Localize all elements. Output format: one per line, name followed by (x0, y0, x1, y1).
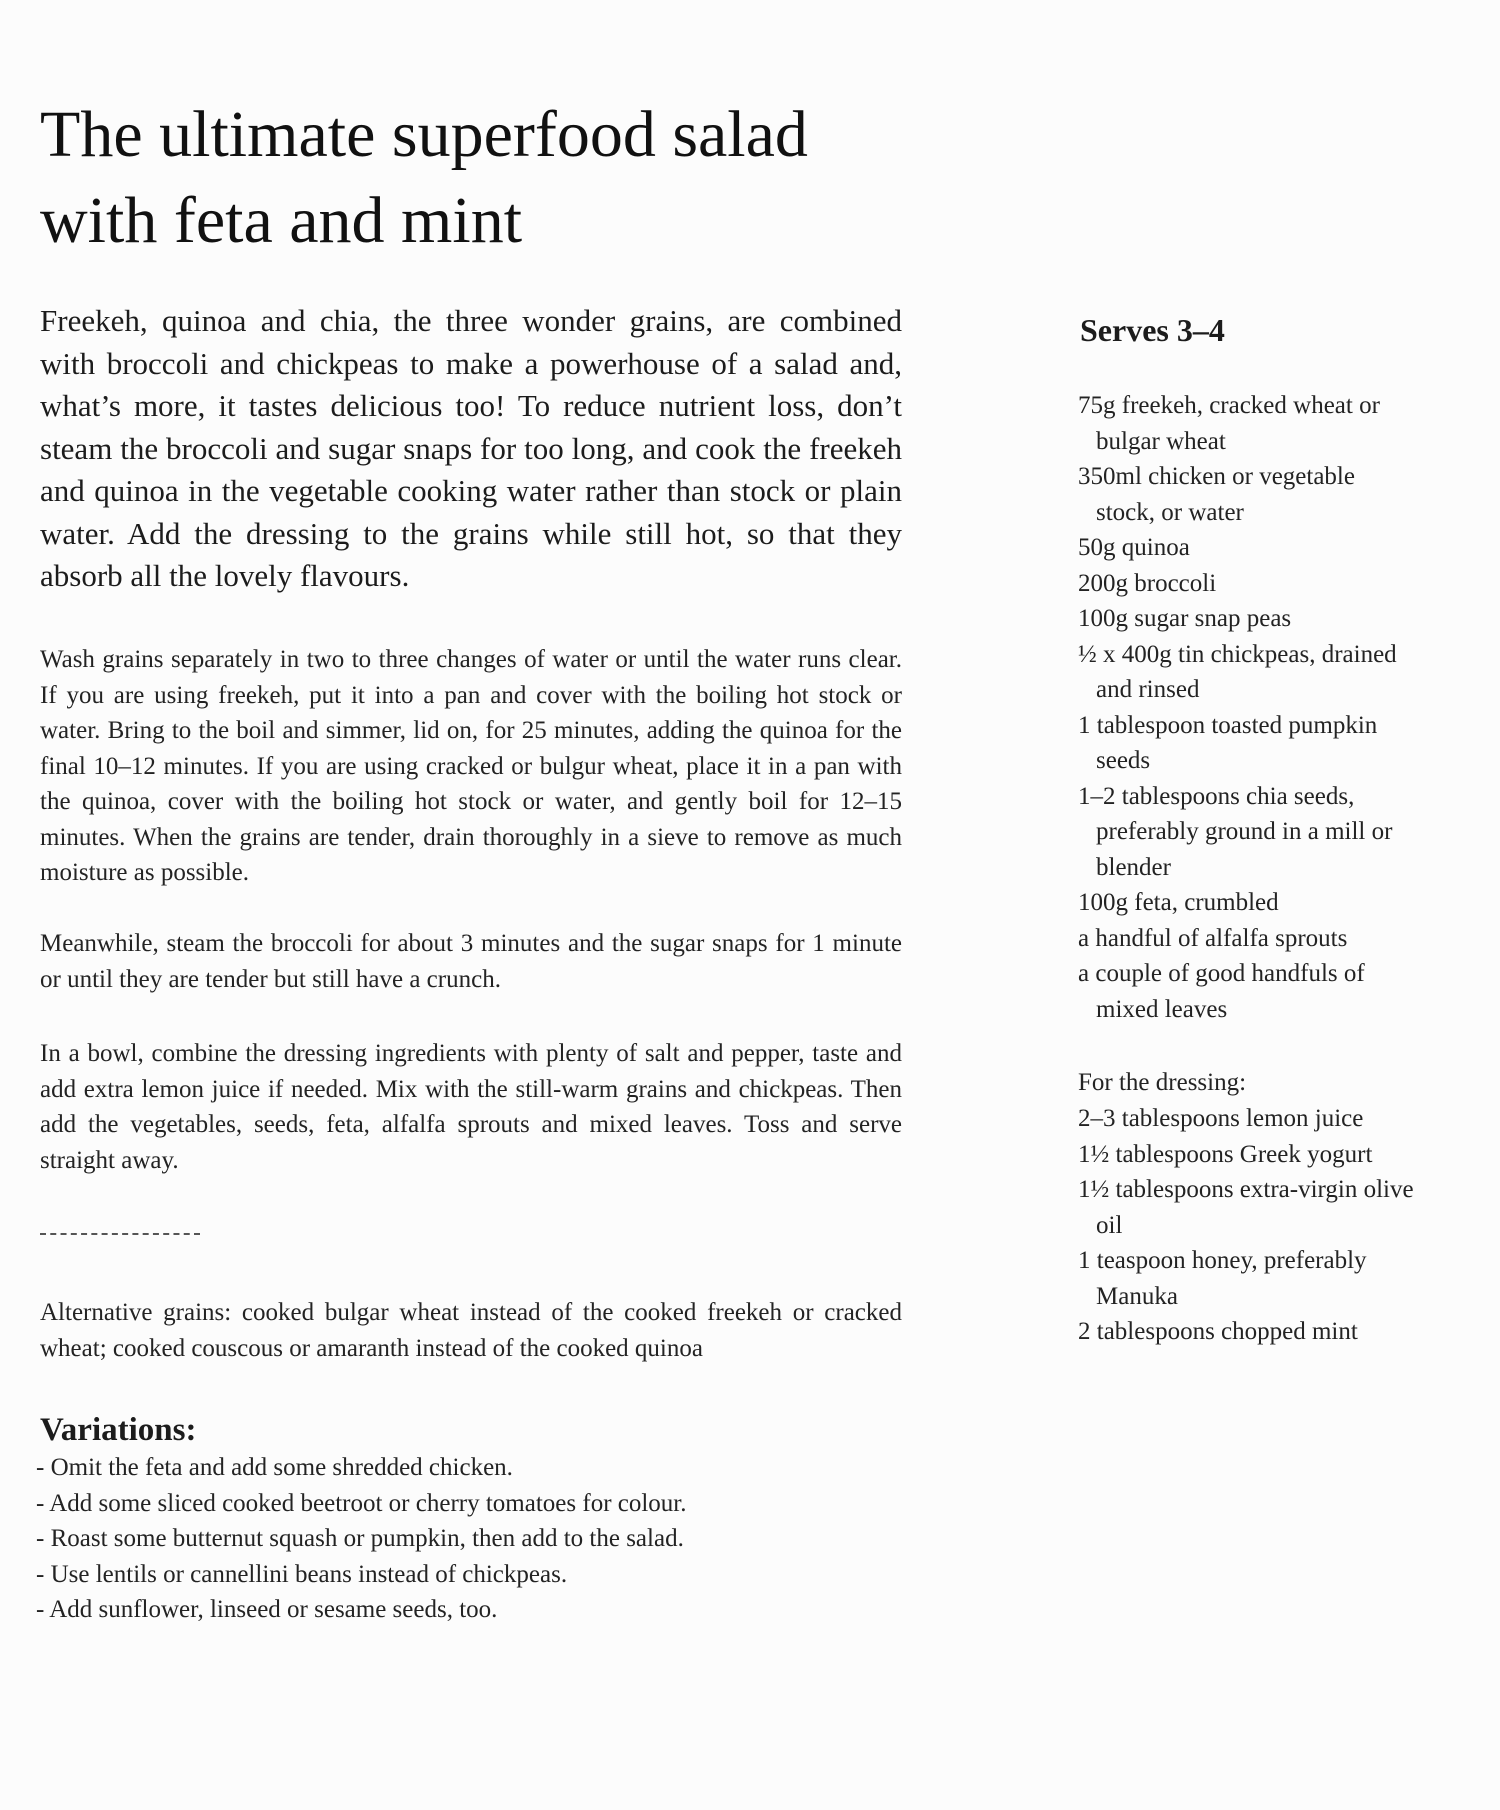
ingredients-list (1078, 388, 1418, 1027)
ingredient-item: 50g quinoa (1078, 534, 1190, 561)
dressing-item: 1 teaspoon honey, preferably Manuka (1078, 1247, 1367, 1310)
variations-list (36, 1450, 856, 1628)
variations-heading: Variations: (40, 1412, 197, 1448)
alternative-grains-note: Alternative grains: cooked bulgar wheat instead of the cooked freekeh or cracked wheat; cooked couscous or amaranth instead of the cooked quinoa (40, 1299, 902, 1362)
dressing-list (1078, 1101, 1418, 1350)
section-divider (40, 1233, 200, 1235)
ingredient-item: 350ml chicken or vegetable stock, or water (1078, 463, 1355, 526)
variation-item: - Use lentils or cannellini beans instead of chickpeas. (36, 1560, 568, 1588)
dressing-item: 2–3 tablespoons lemon juice (1078, 1105, 1364, 1132)
intro-paragraph: Freekeh, quinoa and chia, the three wonder grains, are combined with broccoli and chickpeas to make a powerhouse of a salad and, what’s more, it tastes delicious too! To reduce nutrient loss, don’t steam the broccoli and sugar snaps for too long, and cook the freekeh and quinoa in the vegetable cooking water rather than stock or plain water. Add the dressing to the grains while still hot, so that they absorb all the lovely flavours. (40, 303, 902, 593)
variation-item: - Roast some butternut squash or pumpkin, then add to the salad. (36, 1525, 684, 1552)
method-step-combine: In a bowl, combine the dressing ingredients with plenty of salt and pepper, taste and add extra lemon juice if needed. Mix with the still-warm grains and chickpeas. Then add the vegetables, seeds, feta, alfalfa sprouts and mixed leaves. Toss and serve straight away. (40, 1040, 902, 1174)
ingredient-item: ½ x 400g tin chickpeas, drained and rinsed (1078, 640, 1397, 703)
ingredient-item: 200g broccoli (1078, 569, 1217, 597)
ingredient-item: 75g freekeh, cracked wheat or bulgar wheat (1078, 392, 1380, 455)
dressing-item: 1½ tablespoons extra-virgin olive oil (1078, 1176, 1414, 1239)
variation-item: - Omit the feta and add some shredded chicken. (36, 1454, 513, 1481)
ingredient-item: 1 tablespoon toasted pumpkin seeds (1078, 711, 1378, 774)
ingredient-item: 100g sugar snap peas (1078, 605, 1292, 632)
title-line-1: The ultimate superfood salad (40, 98, 808, 171)
dressing-heading: For the dressing: (1078, 1069, 1247, 1096)
recipe-title (40, 92, 860, 264)
ingredient-item: a couple of good handfuls of mixed leaves (1078, 960, 1365, 1023)
method-step-grains: Wash grains separately in two to three changes of water or until the water runs clear. If you are using freekeh, put it into a pan and cover with the boiling hot stock or water. Bring to the boil and simmer, lid on, for 25 minutes, adding the quinoa for the final 10–12 minutes. If you are using cracked or bulgur wheat, place it in a pan with the quinoa, cover with the boiling hot stock or water, and gently boil for 12–15 minutes. When the grains are tender, drain thoroughly in a sieve to remove as much moisture as possible. (40, 646, 902, 886)
ingredient-item: a handful of alfalfa sprouts (1078, 924, 1348, 952)
ingredient-item: 100g feta, crumbled (1078, 889, 1279, 916)
ingredient-item: 1–2 tablespoons chia seeds, preferably ground in a mill or blender (1078, 782, 1393, 881)
method-step-steam: Meanwhile, steam the broccoli for about 3 minutes and the sugar snaps for 1 minute or until they are tender but still have a crunch. (40, 930, 902, 993)
dressing-item: 2 tablespoons chopped mint (1078, 1318, 1358, 1345)
variation-item: - Add some sliced cooked beetroot or cherry tomatoes for colour. (36, 1489, 687, 1517)
serves-heading: Serves 3–4 (1080, 312, 1225, 348)
title-line-2: with feta and mint (40, 184, 523, 257)
dressing-item: 1½ tablespoons Greek yogurt (1078, 1140, 1373, 1168)
variation-item: - Add sunflower, linseed or sesame seeds, too. (36, 1596, 498, 1623)
